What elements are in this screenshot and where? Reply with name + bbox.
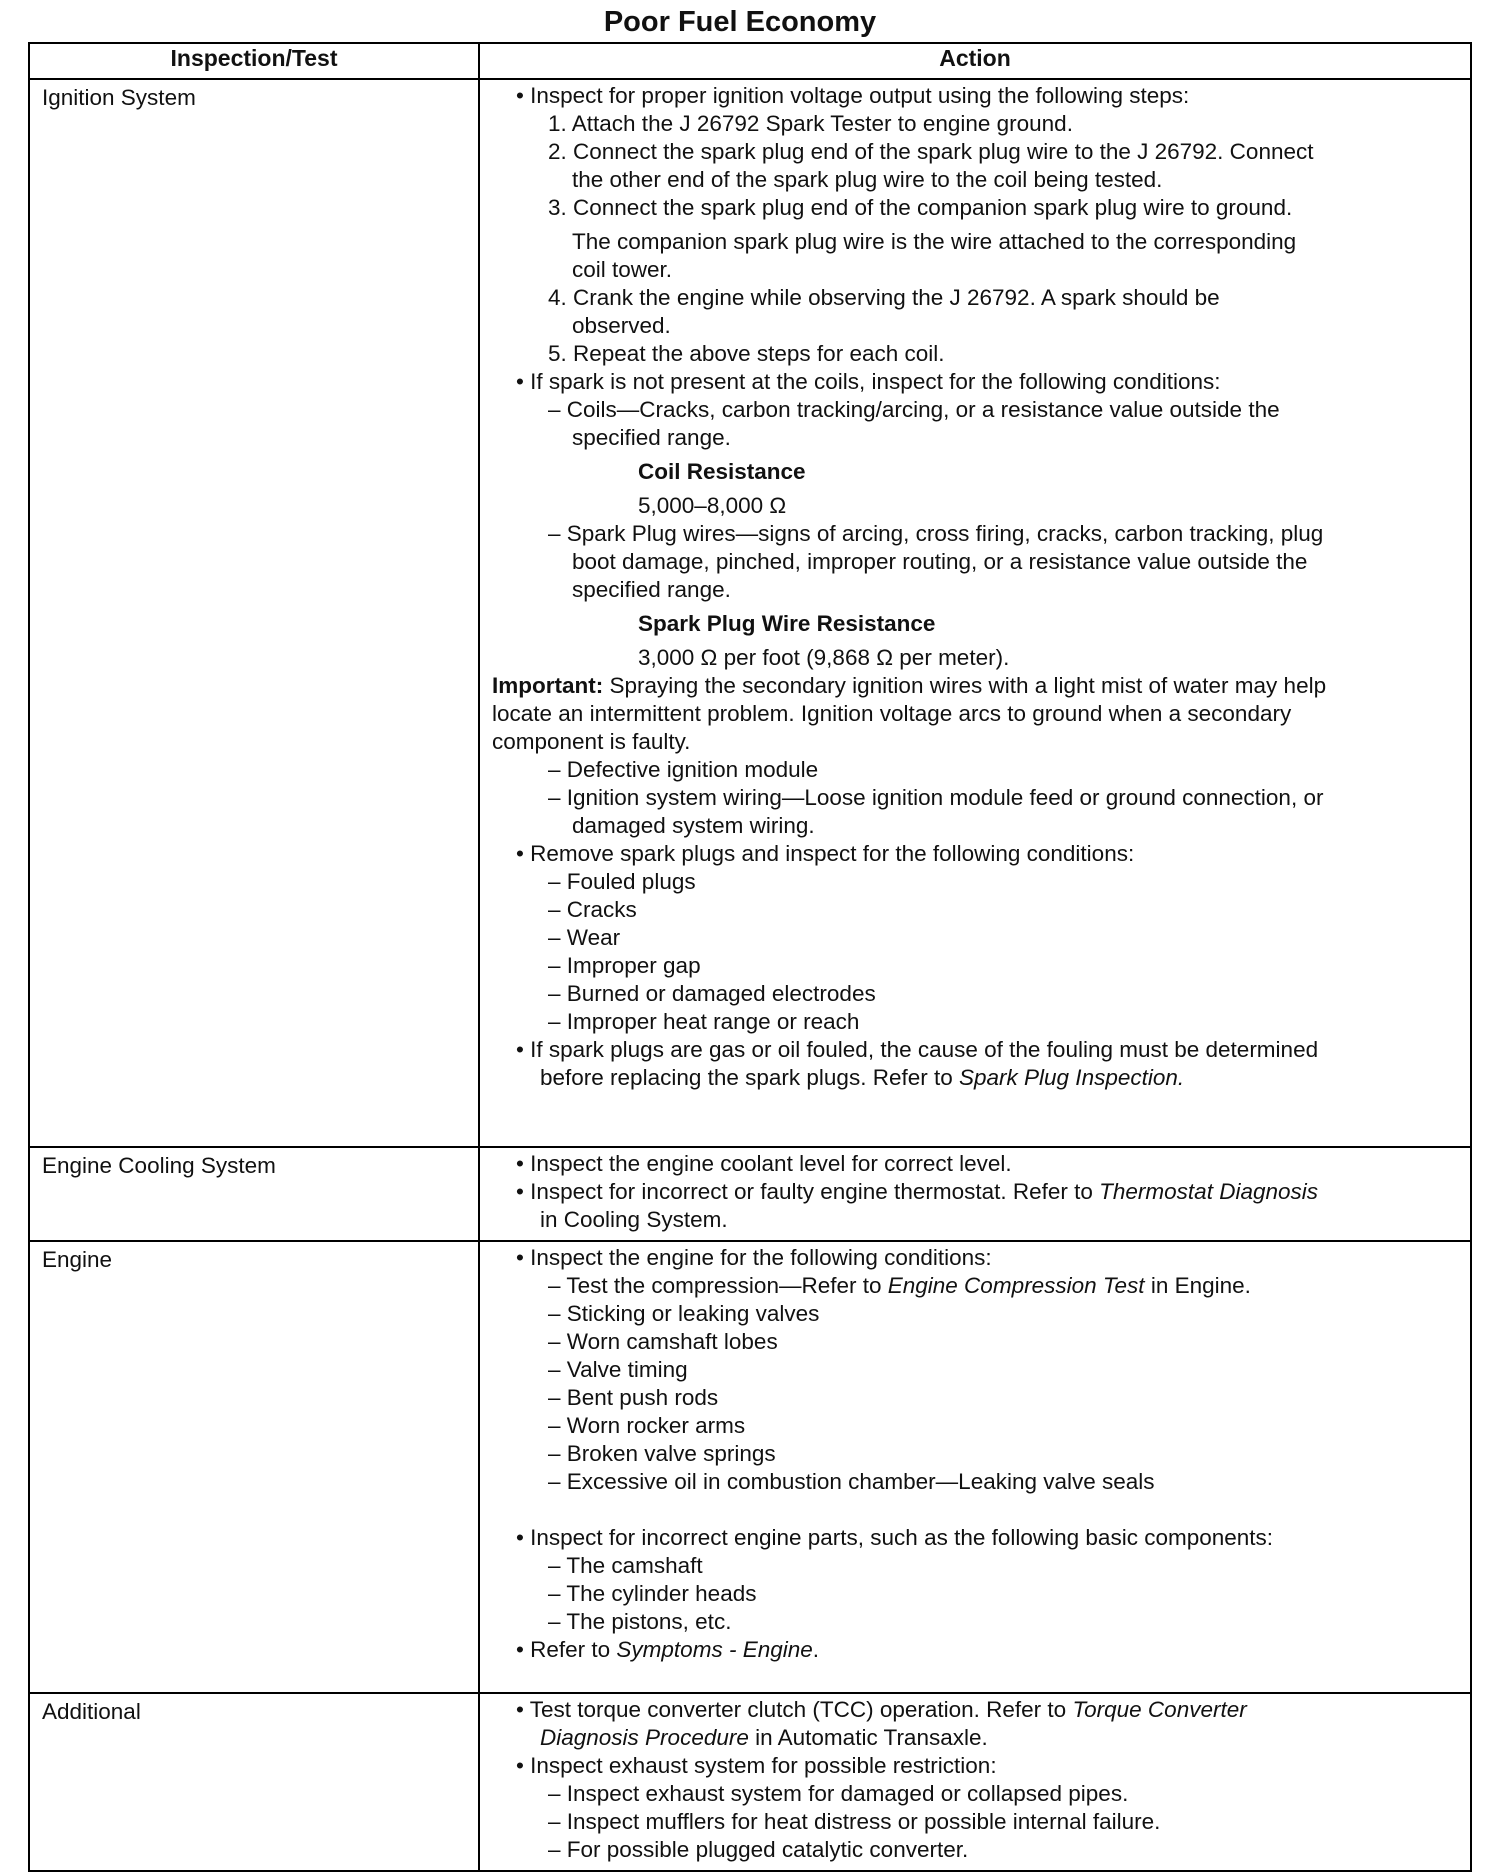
- list-item: – Worn camshaft lobes: [548, 1329, 778, 1354]
- list-item: [492, 1724, 1460, 1752]
- list-item: 4. Crank the engine while observing the J 26792. A spark should be: [548, 285, 1220, 310]
- list-item: • If spark is not present at the coils, inspect for the following conditions:: [516, 369, 1221, 394]
- reference-link: Engine Compression Test: [887, 1273, 1145, 1298]
- list-item: – Wear: [548, 925, 621, 950]
- action-cell: [479, 1147, 1471, 1241]
- list-item: – Broken valve springs: [548, 1441, 776, 1466]
- list-item: • If spark plugs are gas or oil fouled, the cause of the fouling must be determined: [516, 1037, 1319, 1062]
- list-item: – For possible plugged catalytic converter.: [548, 1837, 969, 1862]
- list-item: – Burned or damaged electrodes: [548, 981, 876, 1006]
- system-cell: Engine: [29, 1241, 479, 1693]
- list-item: 1. Attach the J 26792 Spark Tester to engine ground.: [548, 111, 1073, 136]
- text-span: .: [812, 1637, 820, 1662]
- text-span: in Engine.: [1144, 1273, 1251, 1298]
- list-item: damaged system wiring.: [572, 813, 815, 838]
- list-item: – Improper heat range or reach: [548, 1009, 860, 1034]
- list-item: – Valve timing: [548, 1357, 688, 1382]
- list-item: • Inspect for incorrect engine parts, such as the following basic components:: [516, 1525, 1274, 1550]
- text-span: in Automatic Transaxle.: [748, 1725, 988, 1750]
- header-inspection-test: Inspection/Test: [29, 43, 479, 79]
- reference-link: Spark Plug Inspection.: [959, 1065, 1185, 1090]
- reference-link: Symptoms - Engine: [616, 1637, 813, 1662]
- reference-link: Thermostat Diagnosis: [1099, 1179, 1318, 1204]
- important-note: [492, 672, 1460, 700]
- list-item: • Inspect for proper ignition voltage output using the following steps:: [516, 83, 1190, 108]
- text-span: – Test the compression—Refer to: [548, 1273, 888, 1298]
- list-item: [492, 1272, 1460, 1300]
- reference-link: Torque Converter: [1072, 1697, 1247, 1722]
- list-item: in Cooling System.: [540, 1207, 728, 1232]
- action-cell: [479, 1241, 1471, 1693]
- list-item: – Bent push rods: [548, 1385, 719, 1410]
- list-item: coil tower.: [572, 257, 673, 282]
- table-row: [29, 1693, 1471, 1871]
- list-item: The companion spark plug wire is the wire attached to the corresponding: [572, 229, 1297, 254]
- action-cell: [479, 1693, 1471, 1871]
- important-note: locate an intermittent problem. Ignition voltage arcs to ground when a secondary: [492, 701, 1292, 726]
- list-item: specified range.: [572, 577, 731, 602]
- important-text: Spraying the secondary ignition wires with a light mist of water may help: [609, 673, 1327, 698]
- list-item: – The pistons, etc.: [548, 1609, 732, 1634]
- action-cell: [479, 79, 1471, 1147]
- list-item: – Defective ignition module: [548, 757, 819, 782]
- text-span: before replacing the spark plugs. Refer to: [540, 1065, 959, 1090]
- list-item: 3. Connect the spark plug end of the companion spark plug wire to ground.: [548, 195, 1293, 220]
- system-cell: Ignition System: [29, 79, 479, 1147]
- list-item: – Spark Plug wires—signs of arcing, cross firing, cracks, carbon tracking, plug: [548, 521, 1324, 546]
- list-item: • Inspect the engine for the following conditions:: [516, 1245, 992, 1270]
- list-item: – Coils—Cracks, carbon tracking/arcing, or a resistance value outside the: [548, 397, 1280, 422]
- list-item: specified range.: [572, 425, 731, 450]
- list-item: – Inspect mufflers for heat distress or possible internal failure.: [548, 1809, 1161, 1834]
- spec-value: 5,000–8,000 Ω: [638, 493, 787, 518]
- system-cell: Engine Cooling System: [29, 1147, 479, 1241]
- list-item: [492, 1064, 1460, 1092]
- diagnosis-table: [28, 42, 1472, 1872]
- list-item: – Excessive oil in combustion chamber—Leaking valve seals: [548, 1469, 1155, 1494]
- list-item: – Cracks: [548, 897, 637, 922]
- list-item: boot damage, pinched, improper routing, or a resistance value outside the: [572, 549, 1308, 574]
- important-note: component is faulty.: [492, 729, 691, 754]
- system-cell: Additional: [29, 1693, 479, 1871]
- list-item: – The camshaft: [548, 1553, 703, 1578]
- list-item: – Worn rocker arms: [548, 1413, 746, 1438]
- header-row: [29, 43, 1471, 79]
- list-item: the other end of the spark plug wire to the coil being tested.: [572, 167, 1163, 192]
- list-item: • Remove spark plugs and inspect for the following conditions:: [516, 841, 1135, 866]
- list-item: [492, 1178, 1460, 1206]
- important-label: Important:: [492, 673, 604, 698]
- table-row: [29, 79, 1471, 1147]
- text-span: • Inspect for incorrect or faulty engine thermostat. Refer to: [516, 1179, 1100, 1204]
- header-action: Action: [479, 43, 1471, 79]
- list-item: – Improper gap: [548, 953, 701, 978]
- spec-heading: Spark Plug Wire Resistance: [638, 611, 936, 636]
- list-item: • Inspect exhaust system for possible restriction:: [516, 1753, 997, 1778]
- list-item: – Ignition system wiring—Loose ignition module feed or ground connection, or: [548, 785, 1324, 810]
- text-span: • Refer to: [516, 1637, 617, 1662]
- list-item: – The cylinder heads: [548, 1581, 757, 1606]
- list-item: [492, 1696, 1460, 1724]
- table-row: [29, 1241, 1471, 1693]
- table-row: [29, 1147, 1471, 1241]
- list-item: – Fouled plugs: [548, 869, 696, 894]
- list-item: 5. Repeat the above steps for each coil.: [548, 341, 945, 366]
- reference-link: Diagnosis Procedure: [540, 1725, 749, 1750]
- spec-value: 3,000 Ω per foot (9,868 Ω per meter).: [638, 645, 1010, 670]
- page-title: Poor Fuel Economy: [603, 6, 877, 38]
- list-item: – Inspect exhaust system for damaged or collapsed pipes.: [548, 1781, 1129, 1806]
- list-item: • Inspect the engine coolant level for correct level.: [516, 1151, 1012, 1176]
- list-item: – Sticking or leaking valves: [548, 1301, 820, 1326]
- list-item: 2. Connect the spark plug end of the spark plug wire to the J 26792. Connect: [548, 139, 1314, 164]
- list-item: observed.: [572, 313, 671, 338]
- text-span: • Test torque converter clutch (TCC) operation. Refer to: [516, 1697, 1073, 1722]
- spec-heading: Coil Resistance: [638, 459, 806, 484]
- list-item: [492, 1636, 1460, 1664]
